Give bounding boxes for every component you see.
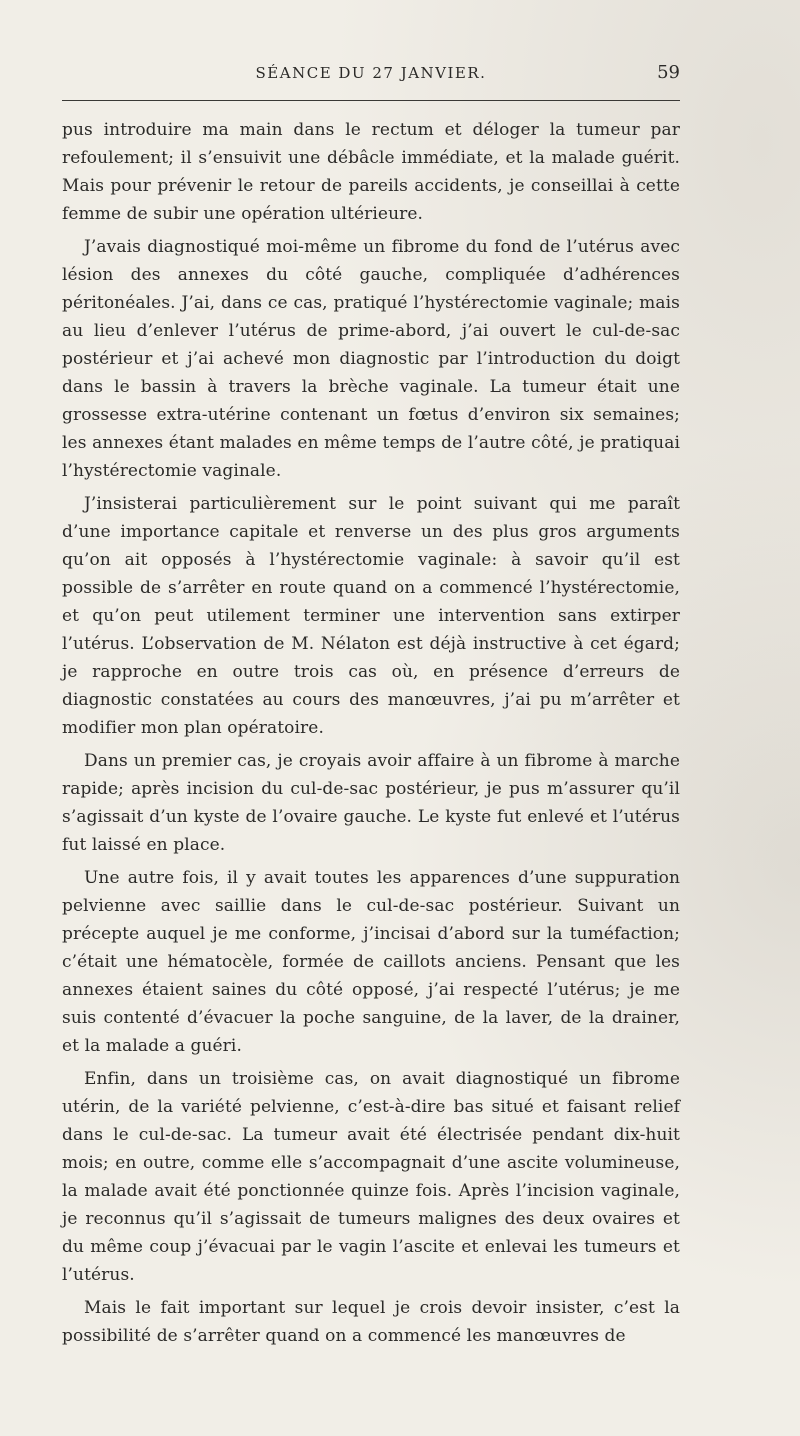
header-rule [62,100,680,101]
body-text [62,116,680,1355]
page-number: 59 [657,62,680,83]
running-head: SÉANCE DU 27 JANVIER. [255,64,487,82]
paragraph: Dans un premier cas, je croyais avoir affaire à un fibrome à marche rapide; après incision du cul-de-sac postérieur, je pus m’assurer qu’il s’agissait d’un kyste de l’ovaire gauche. Le kyste fut enlevé et l’utérus fut laissé en place. [62,751,680,855]
paragraph: Une autre fois, il y avait toutes les apparences d’une suppuration pelvienne avec saillie dans le cul-de-sac postérieur. Suivant un précepte auquel je me conforme, j’incisai d’abord sur la tuméfaction; c’était une hématocèle, formée de caillots anciens. Pensant que les annexes étaient saines du côté opposé, j’ai respecté l’utérus; je me suis contenté d’évacuer la poche sanguine, de la laver, de la drainer, et la malade a guéri. [62,868,680,1056]
paragraph: Enfin, dans un troisième cas, on avait diagnostiqué un fibrome utérin, de la variété pelvienne, c’est-à-dire bas situé et faisant relief dans le cul-de-sac. La tumeur avait été électrisée pendant dix-huit mois; en outre, comme elle s’accompagnait d’une ascite volumineuse, la malade avait été ponctionnée quinze fois. Après l’incision vaginale, je reconnus qu’il s’agissait de tumeurs malignes des deux ovaires et du même coup j’évacuai par le vagin l’ascite et enlevai les tumeurs et l’utérus. [62,1069,680,1285]
paragraph: Mais le fait important sur lequel je crois devoir insister, c’est la possibilité de s’arrêter quand on a commencé les manœuvres de [62,1298,680,1346]
paragraph: J’avais diagnostiqué moi-même un fibrome du fond de l’utérus avec lésion des annexes du côté gauche, compliquée d’adhérences péritonéales. J’ai, dans ce cas, pratiqué l’hystérectomie vaginale; mais au lieu d’enlever l’utérus de prime-abord, j’ai ouvert le cul-de-sac postérieur et j’ai achevé mon diagnostic par l’introduction du doigt dans le bassin à travers la brèche vaginale. La tumeur était une grossesse extra-utérine contenant un fœtus d’environ six semaines; les annexes étant malades en même temps de l’autre côté, je pratiquai l’hystérectomie vaginale. [62,237,680,481]
paragraph: J’insisterai particulièrement sur le point suivant qui me paraît d’une importance capitale et renverse un des plus gros arguments qu’on ait opposés à l’hystérectomie vaginale: à savoir qu’il est possible de s’arrêter en route quand on a commencé l’hystérectomie, et qu’on peut utilement terminer une intervention sans extirper l’utérus. L’observation de M. Nélaton est déjà instructive à cet égard; je rapproche en outre trois cas où, en présence d’erreurs de diagnostic constatées au cours des manœuvres, j’ai pu m’arrêter et modifier mon plan opératoire. [62,494,680,738]
paragraph: pus introduire ma main dans le rectum et déloger la tumeur par refoulement; il s’ensuivit une débâcle immédiate, et la malade guérit. Mais pour prévenir le retour de pareils accidents, je conseillai à cette femme de subir une opération ultérieure. [62,120,680,224]
page-header [62,64,680,90]
